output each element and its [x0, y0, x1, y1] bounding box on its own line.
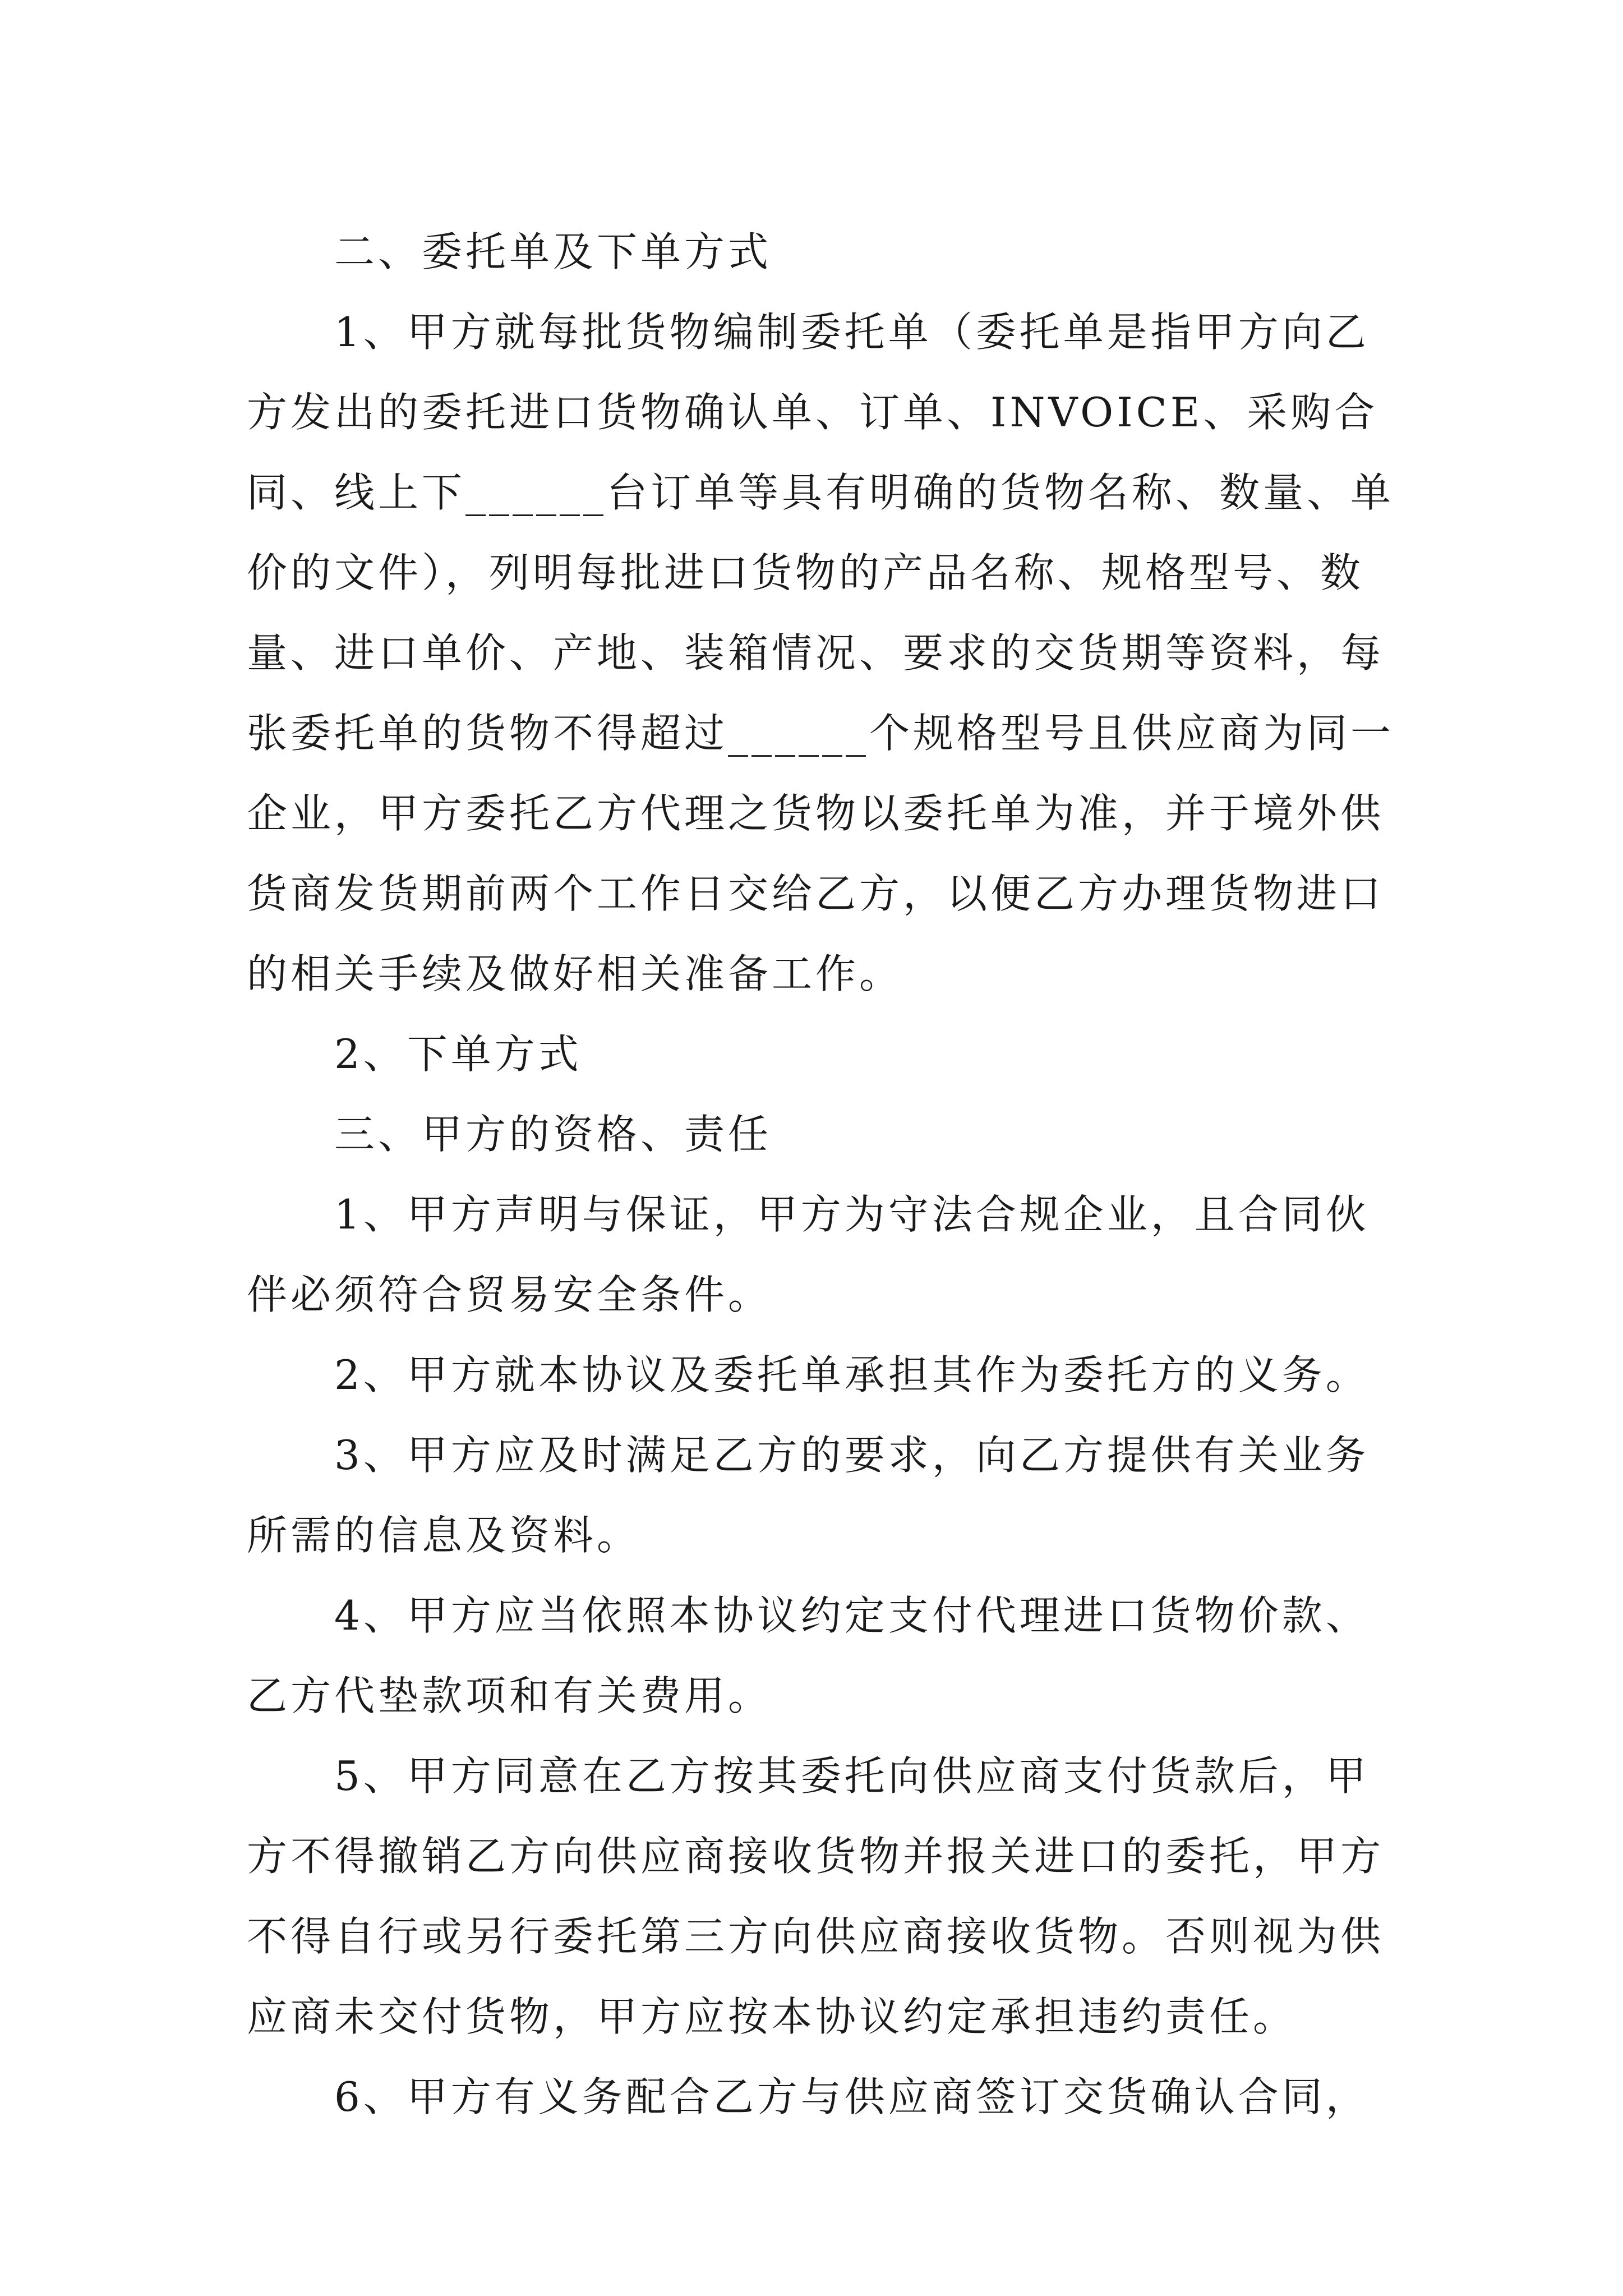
- clause-3-6: 6、甲方有义务配合乙方与供应商签订交货确认合同，: [334, 2073, 1370, 2120]
- clause-3-2: 2、甲方就本协议及委托单承担其作为委托方的义务。: [334, 1351, 1370, 1398]
- section-heading-3: 三、甲方的资格、责任: [334, 1111, 772, 1158]
- clause-2-2: 2、下单方式: [334, 1030, 582, 1078]
- document-body: [247, 212, 1396, 2137]
- clause-3-4: 4、甲方应当依照本协议约定支付代理进口货物价款、乙方代垫款项和有关费用。: [247, 1592, 1370, 1719]
- clause-3-3: 3、甲方应及时满足乙方的要求，向乙方提供有关业务所需的信息及资料。: [247, 1432, 1370, 1559]
- section-heading-2: 二、委托单及下单方式: [334, 228, 772, 275]
- clause-3-1: 1、甲方声明与保证，甲方为守法合规企业，且合同伙伴必须符合贸易安全条件。: [247, 1191, 1370, 1318]
- clause-3-5: 5、甲方同意在乙方按其委托向供应商支付货款后，甲方不得撤销乙方向供应商接收货物并报关进口的委托，甲方不得自行或另行委托第三方向供应商接收货物。否则视为供应商未交付货物，甲方应按本协议约定承担违约责任。: [247, 1752, 1385, 2040]
- clause-2-1: 1、甲方就每批货物编制委托单（委托单是指甲方向乙方发出的委托进口货物确认单、订单、INVOICE、采购合同、线上下______台订单等具有明确的货物名称、数量、单价的文件），列明每批进口货物的产品名称、规格型号、数量、进口单价、产地、装箱情况、要求的交货期等资料，每张委托单的货物不得超过______个规格型号且供应商为同一企业，甲方委托乙方代理之货物以委托单为准，并于境外供货商发货期前两个工作日交给乙方，以便乙方办理货物进口的相关手续及做好相关准备工作。: [247, 309, 1395, 997]
